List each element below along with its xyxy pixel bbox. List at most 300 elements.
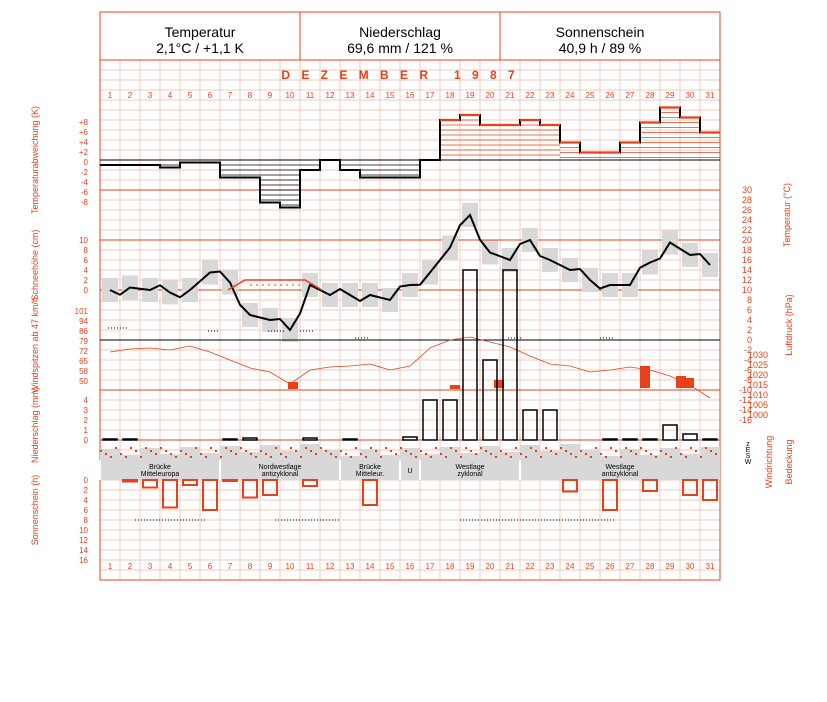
wind-direction-mark [190, 456, 192, 458]
day-label-bottom: 6 [207, 562, 213, 571]
wind-direction-mark [365, 456, 367, 458]
sunshine-bar [163, 480, 177, 508]
precip-bar [463, 270, 477, 440]
day-label-bottom: 26 [605, 562, 615, 571]
wind-direction-mark [425, 453, 427, 455]
wind-direction-mark [465, 447, 467, 449]
wind-direction-mark [645, 450, 647, 452]
temp-tick: 6 [746, 305, 752, 315]
day-label-top: 7 [227, 91, 233, 100]
winddir-tick: S [745, 453, 751, 460]
day-label-bottom: 12 [325, 562, 335, 571]
tempdev-tick: 0 [83, 158, 88, 167]
wind-direction-mark [355, 447, 357, 449]
wind-direction-mark [695, 450, 697, 452]
wind-direction-mark [330, 453, 332, 455]
day-label-bottom: 24 [565, 562, 575, 571]
day-label-bottom: 16 [405, 562, 415, 571]
sunshine-axis-label: Sonnenschein (h) [30, 474, 40, 546]
temp-title: Temperatur [164, 24, 236, 40]
precip-bar [543, 410, 557, 440]
day-label-bottom: 28 [645, 562, 655, 571]
precip-tick: 1 [83, 426, 88, 435]
wind-direction-mark [310, 450, 312, 452]
day-label-bottom: 2 [127, 562, 133, 571]
tempdev-tick: -8 [80, 198, 88, 207]
wind-direction-mark [625, 447, 627, 449]
wind-direction-mark [505, 453, 507, 455]
cloud-cover-bar [540, 451, 560, 460]
cloud-cover-bar [660, 448, 680, 460]
wind-direction-mark [540, 456, 542, 458]
temp-value: 2,1°C / +1,1 K [156, 40, 244, 56]
wind-direction-mark [245, 450, 247, 452]
wind-direction-mark [165, 450, 167, 452]
sunshine-bar [123, 480, 137, 482]
precip-bar [703, 439, 717, 440]
weather-type-label: U [407, 468, 413, 475]
wind-direction-mark [560, 447, 562, 449]
wind-direction-mark [495, 456, 497, 458]
weather-type-label: zyklonal [457, 471, 483, 478]
precip-bar [623, 439, 637, 440]
wind-direction-mark [570, 453, 572, 455]
sunshine-bar [603, 480, 617, 510]
wind-direction-mark [370, 447, 372, 449]
temp-tick: -6 [743, 365, 752, 375]
sunshine-bar [363, 480, 377, 505]
wind-direction-mark [445, 456, 447, 458]
tempdev-axis-label: Temperaturabweichung (K) [30, 105, 40, 215]
wind-direction-mark [260, 450, 262, 452]
wind-direction-mark [490, 453, 492, 455]
wind-direction-mark [700, 456, 702, 458]
day-label-top: 27 [625, 91, 635, 100]
day-label-top: 3 [147, 91, 153, 100]
wind-tick: 86 [79, 327, 88, 336]
precip-value: 69,6 mm / 121 % [347, 40, 453, 56]
wind-direction-mark [160, 447, 162, 449]
wind-direction-mark [155, 453, 157, 455]
day-label-top: 30 [685, 91, 695, 100]
day-label-bottom: 29 [665, 562, 675, 571]
day-label-bottom: 18 [445, 562, 455, 571]
wind-event-bar [640, 366, 650, 388]
sunshine-tick: 10 [79, 526, 88, 535]
day-label-top: 25 [585, 91, 595, 100]
day-label-top: 22 [525, 91, 535, 100]
weather-type-label: Westlage [605, 464, 635, 471]
precip-tick: 2 [83, 416, 88, 425]
sunshine-tick: 6 [83, 506, 88, 515]
wind-direction-mark [615, 450, 617, 452]
temp-tick: 16 [741, 255, 752, 265]
wind-direction-mark [480, 447, 482, 449]
sunshine-bar [243, 480, 257, 498]
wind-direction-mark [410, 453, 412, 455]
day-label-top: 13 [345, 91, 355, 100]
wind-direction-mark [175, 456, 177, 458]
day-label-bottom: 14 [365, 562, 375, 571]
day-label-bottom: 22 [525, 562, 535, 571]
day-label-top: 1 [107, 91, 113, 100]
day-label-bottom: 8 [247, 562, 253, 571]
wind-direction-mark [170, 453, 172, 455]
sunshine-tick: 14 [79, 546, 88, 555]
snow-tick: 6 [83, 256, 88, 265]
day-label-bottom: 11 [305, 562, 315, 571]
wind-direction-mark [585, 453, 587, 455]
wind-tick: 65 [79, 357, 88, 366]
wind-direction-mark [485, 450, 487, 452]
day-label-top: 11 [305, 91, 315, 100]
wind-direction-mark [295, 450, 297, 452]
wind-direction-mark [685, 456, 687, 458]
wind-direction-mark [550, 450, 552, 452]
wind-direction-mark [715, 453, 717, 455]
weather-type-label: antizyklonal [601, 471, 639, 478]
sunshine-tick: 2 [83, 486, 88, 495]
temp-tick: -4 [743, 355, 752, 365]
weather-type-label: antizyklonal [261, 471, 299, 478]
wind-direction-mark [515, 447, 517, 449]
wind-direction-mark [500, 450, 502, 452]
day-label-top: 29 [665, 91, 675, 100]
wind-direction-mark [265, 453, 267, 455]
pressure-tick: 1005 [747, 400, 768, 410]
cloud-cover-bar [600, 456, 620, 460]
wind-direction-mark [305, 447, 307, 449]
pressure-tick: 1015 [747, 380, 768, 390]
wind-direction-mark [150, 450, 152, 452]
wind-direction-mark [235, 453, 237, 455]
sunshine-tick: 12 [79, 536, 88, 545]
day-label-bottom: 31 [705, 562, 715, 571]
wind-direction-mark [110, 456, 112, 458]
precip-bar [503, 270, 517, 440]
wind-direction-mark [195, 447, 197, 449]
day-label-top: 10 [285, 91, 295, 100]
weather-type-label: Mitteleur. [355, 471, 385, 478]
wind-direction-mark [205, 456, 207, 458]
temp-tick: 18 [741, 245, 752, 255]
cloud-cover-bar [580, 450, 600, 460]
wind-direction-mark [130, 447, 132, 449]
wind-direction-mark [290, 447, 292, 449]
day-label-top: 2 [127, 91, 133, 100]
precip-bar [683, 434, 697, 440]
wind-direction-mark [215, 450, 217, 452]
day-label-top: 18 [445, 91, 455, 100]
pressure-tick: 1030 [747, 350, 768, 360]
weather-type-label: Mitteleuropa [140, 471, 180, 478]
day-label-bottom: 10 [285, 562, 295, 571]
wind-tick: 58 [79, 367, 88, 376]
wind-direction-mark [135, 450, 137, 452]
wind-direction-mark [475, 453, 477, 455]
wind-direction-mark [535, 450, 537, 452]
wind-direction-mark [240, 447, 242, 449]
temp-tick: 8 [746, 295, 752, 305]
precip-bar [303, 438, 317, 440]
wind-axis-label: Windspitzen ab 47 km/h [30, 296, 40, 394]
tempdev-tick: -2 [80, 168, 88, 177]
pressure-tick: 1025 [747, 360, 768, 370]
day-label-top: 24 [565, 91, 575, 100]
wind-direction-mark [375, 450, 377, 452]
day-label-bottom: 25 [585, 562, 595, 571]
day-label-top: 19 [465, 91, 475, 100]
day-label-top: 14 [365, 91, 375, 100]
wind-direction-mark [605, 456, 607, 458]
snow-axis-label: Schneehöhe (cm) [30, 229, 40, 301]
wind-direction-mark [680, 453, 682, 455]
precip-title: Niederschlag [359, 24, 441, 40]
temp-tick: -16 [738, 415, 752, 425]
day-label-top: 28 [645, 91, 655, 100]
wind-direction-mark [280, 453, 282, 455]
wind-event-bar [684, 378, 694, 388]
wind-direction-mark [640, 447, 642, 449]
wind-direction-mark [630, 450, 632, 452]
precip-bar [243, 438, 257, 440]
wind-direction-mark [270, 456, 272, 458]
precip-bar [523, 410, 537, 440]
wind-direction-mark [420, 450, 422, 452]
sunshine-tick: 16 [79, 556, 88, 565]
precip-tick: 0 [83, 436, 88, 445]
temp-tick: 2 [746, 325, 752, 335]
winddir-tick: z [746, 441, 750, 448]
day-label-top: 8 [247, 91, 253, 100]
wind-event-bar [450, 385, 460, 389]
tempdev-tick: -6 [80, 188, 88, 197]
wind-direction-mark [705, 447, 707, 449]
wind-direction-mark [120, 453, 122, 455]
sunshine-bar [223, 480, 237, 481]
temp-tick: 28 [741, 195, 752, 205]
tempdev-tick: +4 [78, 138, 88, 147]
temp-tick: 20 [741, 235, 752, 245]
wind-direction-mark [390, 450, 392, 452]
cloud-cover-bar [100, 449, 120, 460]
temp-tick: 24 [741, 215, 752, 225]
temp-tick: -10 [738, 385, 752, 395]
wind-direction-mark [525, 456, 527, 458]
day-label-top: 5 [187, 91, 193, 100]
precip-bar [343, 439, 357, 440]
day-label-bottom: 7 [227, 562, 233, 571]
day-label-top: 4 [167, 91, 173, 100]
wind-direction-mark [385, 447, 387, 449]
wind-direction-mark [285, 456, 287, 458]
wind-direction-mark [225, 447, 227, 449]
precip-bar [603, 439, 617, 440]
temp-tick: -2 [743, 345, 752, 355]
wind-direction-mark [575, 456, 577, 458]
day-label-top: 15 [385, 91, 395, 100]
snow-tick: 10 [79, 236, 88, 245]
wind-direction-mark [105, 453, 107, 455]
wind-direction-mark [125, 456, 127, 458]
winddir-tick: E [745, 447, 751, 454]
sunshine-tick: 4 [83, 496, 88, 505]
weather-type-label: Brücke [359, 464, 381, 471]
wind-direction-mark [555, 453, 557, 455]
wind-direction-mark [455, 450, 457, 452]
sunshine-bar [183, 480, 197, 485]
day-label-bottom: 27 [625, 562, 635, 571]
temp-tick: -8 [743, 375, 752, 385]
day-label-top: 16 [405, 91, 415, 100]
wind-direction-mark [360, 453, 362, 455]
day-label-top: 12 [325, 91, 335, 100]
wind-direction-mark [395, 453, 397, 455]
day-label-top: 31 [705, 91, 715, 100]
wind-direction-mark [545, 447, 547, 449]
wind-event-bar [288, 382, 298, 389]
wind-tick: 94 [79, 317, 88, 326]
cloud-axis-label: Bedeckung [784, 439, 794, 485]
month-title: D E Z E M B E R 1 9 8 7 [281, 68, 519, 82]
tempdev-tick: -4 [80, 178, 88, 187]
wind-direction-mark [415, 456, 417, 458]
precip-tick: 3 [83, 406, 88, 415]
wind-direction-mark [145, 447, 147, 449]
wind-direction-mark [185, 453, 187, 455]
sunshine-bar [263, 480, 277, 495]
wind-direction-mark [100, 450, 102, 452]
wind-direction-mark [115, 447, 117, 449]
day-label-bottom: 23 [545, 562, 555, 571]
day-label-top: 21 [505, 91, 515, 100]
pressure-tick: 1000 [747, 410, 768, 420]
day-label-bottom: 3 [147, 562, 153, 571]
temp-tick: 10 [741, 285, 752, 295]
wind-tick: 101 [74, 307, 88, 316]
wind-direction-mark [210, 447, 212, 449]
day-label-bottom: 1 [107, 562, 113, 571]
wind-direction-mark [670, 456, 672, 458]
temp-tick: 22 [741, 225, 752, 235]
sunshine-tick: 0 [83, 476, 88, 485]
wind-direction-mark [380, 456, 382, 458]
wind-direction-mark [565, 450, 567, 452]
cloud-cover-bar [120, 455, 140, 460]
sun-value: 40,9 h / 89 % [558, 40, 642, 56]
sunshine-bar [143, 480, 157, 488]
snow-tick: 4 [83, 266, 88, 275]
wind-direction-mark [650, 453, 652, 455]
sunshine-bar [643, 480, 657, 491]
day-label-top: 20 [485, 91, 495, 100]
day-label-bottom: 30 [685, 562, 695, 571]
wind-direction-mark [530, 447, 532, 449]
precip-bar [123, 439, 137, 440]
wind-direction-mark [400, 447, 402, 449]
temp-tick: 0 [746, 335, 752, 345]
day-label-top: 17 [425, 91, 435, 100]
snow-tick: 2 [83, 276, 88, 285]
sunshine-bar [683, 480, 697, 495]
wind-direction-mark [140, 456, 142, 458]
pressure-tick: 1020 [747, 370, 768, 380]
weather-type-label: Brücke [149, 464, 171, 471]
precip-bar [103, 439, 117, 440]
wind-direction-mark [275, 447, 277, 449]
temp-tick: 4 [746, 315, 752, 325]
day-label-bottom: 9 [267, 562, 273, 571]
wind-direction-mark [655, 456, 657, 458]
wind-direction-mark [180, 450, 182, 452]
wind-direction-mark [610, 447, 612, 449]
precip-tick: 4 [83, 396, 88, 405]
wind-direction-mark [675, 447, 677, 449]
wind-direction-mark [665, 453, 667, 455]
wind-direction-mark [325, 450, 327, 452]
precip-axis-label: Niederschlag (mm) [30, 386, 40, 464]
wind-direction-mark [430, 456, 432, 458]
sunshine-bar [303, 480, 317, 486]
wind-direction-mark [690, 447, 692, 449]
wind-direction-mark [595, 447, 597, 449]
wind-direction-mark [320, 447, 322, 449]
snow-tick: 0 [83, 286, 88, 295]
cloud-cover-bar [680, 454, 700, 460]
tempdev-tick: +6 [78, 128, 88, 137]
wind-direction-mark [460, 456, 462, 458]
weather-type-label: Westlage [455, 464, 485, 471]
winddir-tick: W [744, 459, 752, 466]
day-label-top: 26 [605, 91, 615, 100]
wind-direction-mark [255, 456, 257, 458]
day-label-top: 6 [207, 91, 213, 100]
wind-direction-mark [340, 450, 342, 452]
wind-direction-mark [440, 453, 442, 455]
wind-direction-mark [315, 453, 317, 455]
tempdev-tick: +2 [78, 148, 88, 157]
weather-type-label: Nordwestlage [258, 464, 302, 471]
wind-tick: 72 [79, 347, 88, 356]
wind-direction-mark [620, 456, 622, 458]
sun-title: Sonnenschein [555, 24, 645, 40]
temp-tick: 30 [741, 185, 752, 195]
temp-tick: -14 [738, 405, 752, 415]
temp-tick: 14 [741, 265, 752, 275]
temp-tick: -12 [738, 395, 752, 405]
wind-direction-mark [405, 450, 407, 452]
wind-direction-mark [580, 450, 582, 452]
wind-direction-mark [335, 456, 337, 458]
sunshine-tick: 8 [83, 516, 88, 525]
precip-bar [403, 437, 417, 440]
wind-direction-mark [710, 450, 712, 452]
wind-direction-mark [250, 453, 252, 455]
day-label-top: 23 [545, 91, 555, 100]
wind-direction-mark [600, 453, 602, 455]
tempdev-tick: +8 [78, 118, 88, 127]
wind-direction-mark [510, 456, 512, 458]
wind-direction-mark [590, 456, 592, 458]
pressure-axis-label: Luftdruck (hPa) [784, 294, 794, 356]
day-label-bottom: 17 [425, 562, 435, 571]
day-label-top: 9 [267, 91, 273, 100]
precip-bar [223, 439, 237, 440]
temp-axis-label: Temperatur (°C) [782, 182, 792, 248]
wind-tick: 79 [79, 337, 88, 346]
wind-direction-mark [520, 453, 522, 455]
cloud-cover-bar [280, 451, 300, 460]
